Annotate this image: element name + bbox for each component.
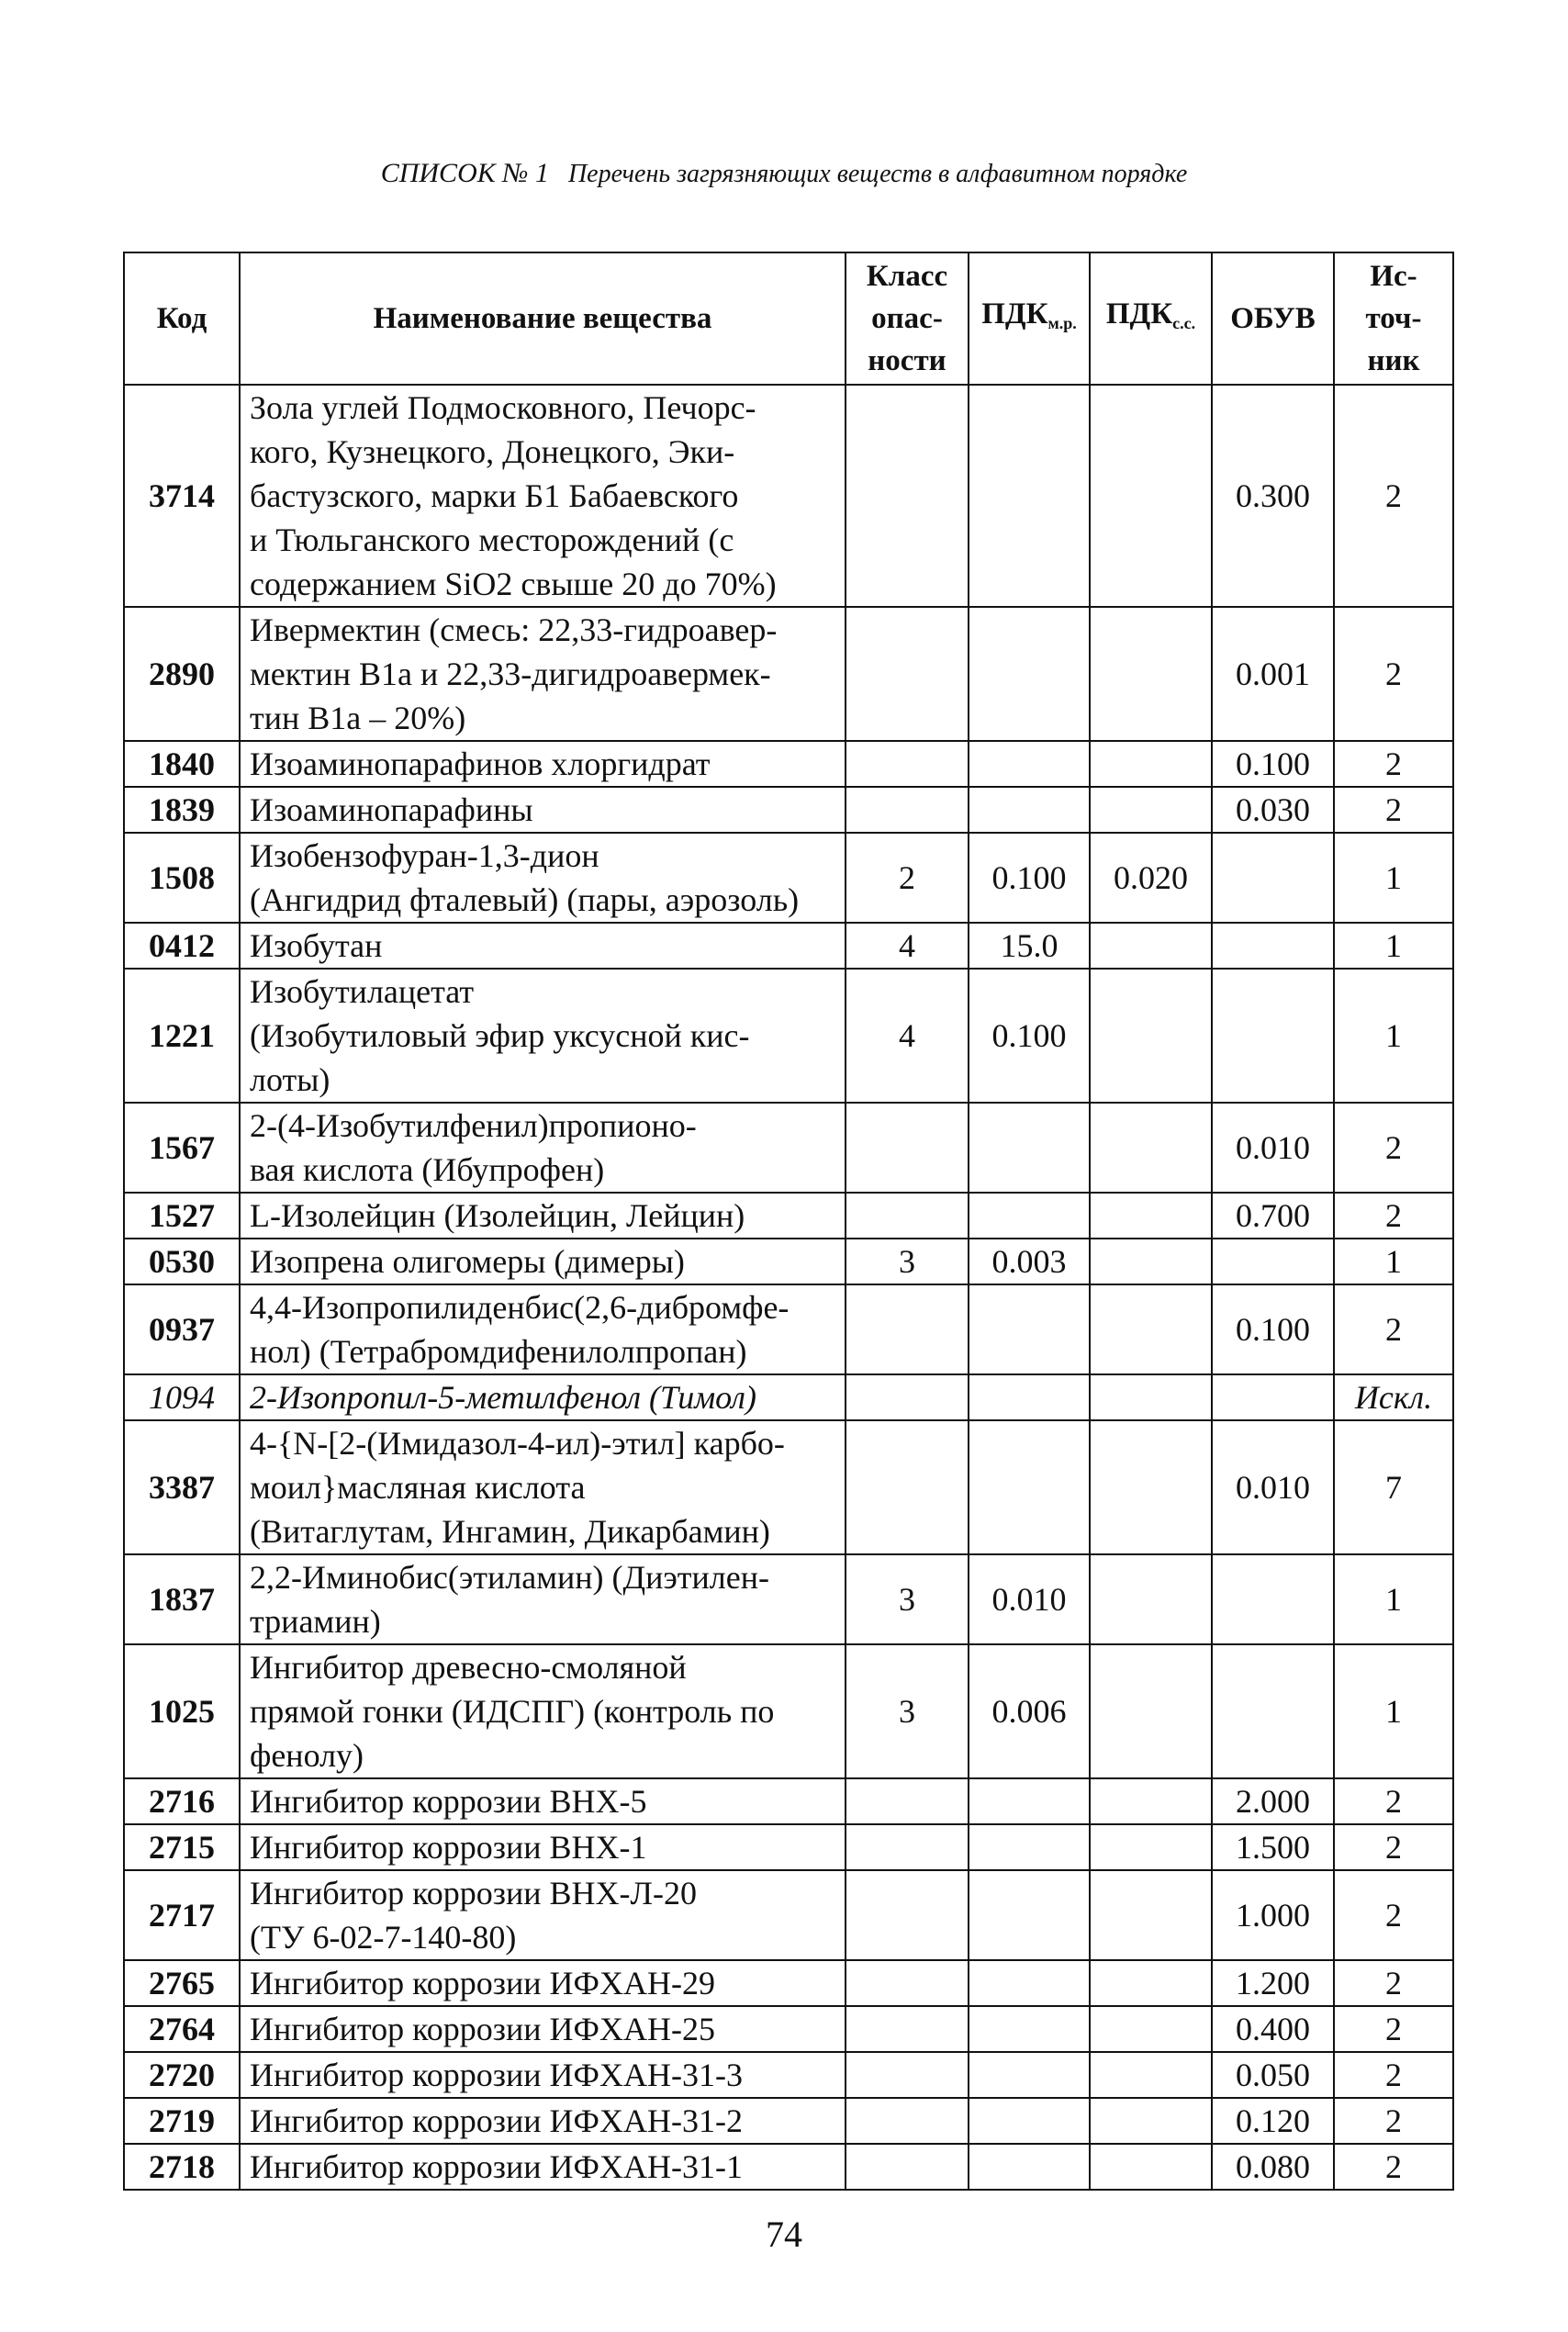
cell-pdk-ss [1090, 607, 1212, 741]
table-row [124, 1103, 1453, 1193]
cell-name-line: Ингибитор коррозии ИФХАН-31-3 [250, 2057, 743, 2093]
cell-name-line: Ингибитор коррозии ВНХ-Л-20 [250, 1875, 697, 1912]
cell-class [846, 1103, 969, 1193]
list-title: Перечень загрязняющих веществ в алфавитном порядке [567, 160, 1188, 188]
cell-name [240, 1284, 846, 1374]
cell-class: 4 [846, 969, 969, 1103]
page-number: 74 [766, 2214, 802, 2255]
cell-name [240, 741, 846, 787]
cell-name-line: моил}масляная кислота [250, 1469, 586, 1506]
table-row [124, 969, 1453, 1103]
cell-code: 2765 [124, 1960, 240, 2006]
cell-name-line: 2-Изопропил-5-метилфенол (Тимол) [250, 1379, 756, 1416]
cell-class [846, 1960, 969, 2006]
cell-obuv: 1.000 [1212, 1870, 1334, 1960]
cell-obuv: 0.010 [1212, 1420, 1334, 1554]
cell-source: 1 [1334, 923, 1453, 969]
cell-source: 2 [1334, 385, 1453, 607]
cell-pdk-ss [1090, 2006, 1212, 2052]
cell-name-line: Ингибитор коррозии ВНХ-1 [250, 1829, 647, 1866]
table-header-row [124, 252, 1453, 385]
cell-source: 2 [1334, 1193, 1453, 1239]
cell-class: 3 [846, 1644, 969, 1778]
cell-name [240, 969, 846, 1103]
cell-name-line: 2-(4-Изобутилфенил)пропионо- [250, 1107, 697, 1144]
pdk-mr-subscript: м.р. [1047, 314, 1077, 332]
cell-pdk-ss [1090, 1870, 1212, 1960]
cell-name [240, 607, 846, 741]
cell-name [240, 833, 846, 923]
cell-name [240, 1103, 846, 1193]
cell-class [846, 1193, 969, 1239]
cell-code: 2890 [124, 607, 240, 741]
table-row [124, 1193, 1453, 1239]
cell-pdk-ss [1090, 1554, 1212, 1644]
cell-pdk-ss: 0.020 [1090, 833, 1212, 923]
cell-name [240, 787, 846, 833]
cell-code: 1837 [124, 1554, 240, 1644]
cell-name-line: 2,2-Иминобис(этиламин) (Диэтилен- [250, 1559, 769, 1596]
cell-name-line: вая кислота (Ибупрофен) [250, 1151, 605, 1188]
cell-pdk-mr [969, 1193, 1090, 1239]
col-header-pdk-ss [1090, 252, 1212, 385]
cell-source: Искл. [1334, 1374, 1453, 1420]
cell-pdk-ss [1090, 1644, 1212, 1778]
cell-class [846, 1870, 969, 1960]
table-row [124, 1420, 1453, 1554]
cell-obuv: 0.100 [1212, 741, 1334, 787]
cell-class: 2 [846, 833, 969, 923]
cell-obuv: 0.080 [1212, 2144, 1334, 2190]
table-row [124, 1778, 1453, 1824]
cell-code: 0530 [124, 1239, 240, 1284]
cell-name-line: Зола углей Подмосковного, Печорс- [250, 389, 756, 426]
cell-name-line: Ингибитор древесно-смоляной [250, 1649, 687, 1686]
cell-obuv [1212, 1644, 1334, 1778]
cell-source: 2 [1334, 741, 1453, 787]
cell-pdk-mr [969, 1420, 1090, 1554]
cell-pdk-mr [969, 1870, 1090, 1960]
col-header-code: Код [124, 252, 240, 385]
cell-name [240, 923, 846, 969]
cell-source: 2 [1334, 1103, 1453, 1193]
cell-code: 1221 [124, 969, 240, 1103]
cell-pdk-ss [1090, 1239, 1212, 1284]
cell-pdk-mr: 0.003 [969, 1239, 1090, 1284]
cell-source: 2 [1334, 1960, 1453, 2006]
cell-code: 0937 [124, 1284, 240, 1374]
table-row [124, 2052, 1453, 2098]
cell-name-line: Изобензофуран-1,3-дион [250, 837, 599, 874]
cell-pdk-ss [1090, 741, 1212, 787]
cell-obuv: 1.200 [1212, 1960, 1334, 2006]
cell-name [240, 1824, 846, 1870]
cell-name-line: 4,4-Изопропилиденбис(2,6-дибромфе- [250, 1289, 790, 1326]
cell-code: 2764 [124, 2006, 240, 2052]
cell-source: 2 [1334, 1824, 1453, 1870]
cell-name [240, 1960, 846, 2006]
cell-class [846, 741, 969, 787]
cell-pdk-mr [969, 2052, 1090, 2098]
cell-name-line: Ингибитор коррозии ИФХАН-29 [250, 1965, 715, 2001]
list-label: СПИСОК № 1 [380, 158, 549, 188]
cell-code: 1025 [124, 1644, 240, 1778]
cell-class [846, 2098, 969, 2144]
cell-pdk-ss [1090, 1960, 1212, 2006]
cell-pdk-ss [1090, 787, 1212, 833]
table-row [124, 741, 1453, 787]
page-header [0, 158, 1568, 189]
pdk-ss-subscript: с.с. [1172, 314, 1196, 332]
cell-pdk-mr [969, 1284, 1090, 1374]
cell-obuv [1212, 1239, 1334, 1284]
cell-class [846, 1824, 969, 1870]
cell-code: 1094 [124, 1374, 240, 1420]
table-row [124, 833, 1453, 923]
cell-name-line: нол) (Тетрабромдифенилолпропан) [250, 1333, 747, 1370]
table-row [124, 1284, 1453, 1374]
cell-pdk-mr [969, 1103, 1090, 1193]
cell-obuv: 0.010 [1212, 1103, 1334, 1193]
cell-obuv: 0.100 [1212, 1284, 1334, 1374]
cell-code: 2720 [124, 2052, 240, 2098]
cell-class [846, 385, 969, 607]
col-header-source-line: точ- [1365, 302, 1422, 335]
cell-pdk-ss [1090, 1103, 1212, 1193]
table-row [124, 2098, 1453, 2144]
cell-name-line: кого, Кузнецкого, Донецкого, Эки- [250, 433, 735, 470]
cell-class [846, 2006, 969, 2052]
table-row [124, 1870, 1453, 1960]
cell-name [240, 2098, 846, 2144]
cell-pdk-mr: 0.100 [969, 969, 1090, 1103]
table-row [124, 1644, 1453, 1778]
cell-name [240, 2006, 846, 2052]
cell-name [240, 1239, 846, 1284]
cell-name-line: Изоаминопарафинов хлоргидрат [250, 746, 711, 782]
cell-name-line: мектин B1a и 22,33-дигидроавермек- [250, 656, 771, 692]
cell-source: 2 [1334, 1870, 1453, 1960]
pdk-mr-label: ПДК [981, 297, 1048, 331]
cell-pdk-mr [969, 2144, 1090, 2190]
cell-name-line: (Ангидрид фталевый) (пары, аэрозоль) [250, 881, 800, 918]
cell-name [240, 1870, 846, 1960]
table-row [124, 385, 1453, 607]
cell-source: 7 [1334, 1420, 1453, 1554]
cell-pdk-mr [969, 741, 1090, 787]
cell-pdk-mr: 0.010 [969, 1554, 1090, 1644]
cell-source: 1 [1334, 833, 1453, 923]
cell-name-line: бастузского, марки Б1 Бабаевского [250, 477, 739, 514]
cell-code: 0412 [124, 923, 240, 969]
cell-obuv: 0.700 [1212, 1193, 1334, 1239]
cell-name-line: лоты) [250, 1061, 330, 1098]
cell-pdk-mr: 0.100 [969, 833, 1090, 923]
cell-obuv: 0.400 [1212, 2006, 1334, 2052]
cell-pdk-mr [969, 787, 1090, 833]
cell-pdk-ss [1090, 2098, 1212, 2144]
col-header-class [846, 252, 969, 385]
cell-pdk-mr [969, 2006, 1090, 2052]
cell-name [240, 1420, 846, 1554]
cell-code: 1839 [124, 787, 240, 833]
col-header-class-line: Класс [866, 260, 948, 293]
cell-code: 1567 [124, 1103, 240, 1193]
cell-obuv [1212, 1374, 1334, 1420]
cell-name [240, 1554, 846, 1644]
table-row [124, 1239, 1453, 1284]
cell-pdk-ss [1090, 1193, 1212, 1239]
cell-name [240, 1778, 846, 1824]
substances-table [123, 252, 1454, 2191]
cell-name-line: и Тюльганского месторождений (с [250, 521, 734, 558]
cell-source: 1 [1334, 1644, 1453, 1778]
cell-pdk-mr [969, 2098, 1090, 2144]
cell-name-line: (Изобутиловый эфир уксусной кис- [250, 1017, 750, 1054]
col-header-obuv: ОБУВ [1212, 252, 1334, 385]
cell-name-line: прямой гонки (ИДСПГ) (контроль по [250, 1693, 775, 1730]
cell-obuv: 0.300 [1212, 385, 1334, 607]
table-row [124, 1960, 1453, 2006]
cell-obuv [1212, 923, 1334, 969]
cell-name-line: Ингибитор коррозии ИФХАН-25 [250, 2011, 715, 2047]
cell-name [240, 1374, 846, 1420]
cell-obuv [1212, 833, 1334, 923]
cell-name-line: (Витаглутам, Ингамин, Дикарбамин) [250, 1513, 770, 1550]
cell-pdk-ss [1090, 1778, 1212, 1824]
cell-name-line: Изобутан [250, 927, 383, 964]
cell-pdk-ss [1090, 1374, 1212, 1420]
cell-code: 2717 [124, 1870, 240, 1960]
cell-pdk-mr [969, 1374, 1090, 1420]
cell-class: 3 [846, 1239, 969, 1284]
cell-name-line: Ивермектин (смесь: 22,33-гидроавер- [250, 611, 778, 648]
cell-pdk-mr: 15.0 [969, 923, 1090, 969]
cell-name-line: триамин) [250, 1603, 381, 1640]
pdk-ss-label: ПДК [1105, 297, 1173, 331]
table-row [124, 2006, 1453, 2052]
cell-name-line: Ингибитор коррозии ИФХАН-31-1 [250, 2148, 743, 2185]
cell-pdk-ss [1090, 385, 1212, 607]
table-row [124, 607, 1453, 741]
cell-obuv [1212, 1554, 1334, 1644]
cell-code: 1508 [124, 833, 240, 923]
table-row [124, 1374, 1453, 1420]
col-header-source [1334, 252, 1453, 385]
cell-source: 2 [1334, 607, 1453, 741]
cell-source: 2 [1334, 2006, 1453, 2052]
cell-name [240, 2144, 846, 2190]
cell-name [240, 385, 846, 607]
cell-name [240, 1644, 846, 1778]
cell-name-line: (ТУ 6-02-7-140-80) [250, 1919, 517, 1956]
col-header-source-line: Ис- [1370, 260, 1417, 293]
cell-obuv: 1.500 [1212, 1824, 1334, 1870]
cell-pdk-mr: 0.006 [969, 1644, 1090, 1778]
col-header-name: Наименование вещества [240, 252, 846, 385]
cell-source: 2 [1334, 1778, 1453, 1824]
cell-name-line: содержанием SiO2 свыше 20 до 70%) [250, 566, 777, 602]
cell-code: 1527 [124, 1193, 240, 1239]
cell-source: 2 [1334, 2052, 1453, 2098]
cell-name-line: Ингибитор коррозии ИФХАН-31-2 [250, 2102, 743, 2139]
cell-class [846, 607, 969, 741]
cell-class [846, 1374, 969, 1420]
cell-class [846, 1284, 969, 1374]
table-row [124, 1554, 1453, 1644]
cell-code: 2715 [124, 1824, 240, 1870]
cell-class: 4 [846, 923, 969, 969]
cell-pdk-mr [969, 1824, 1090, 1870]
table-row [124, 2144, 1453, 2190]
cell-name-line: тин B1a – 20%) [250, 700, 466, 736]
cell-source: 2 [1334, 2144, 1453, 2190]
cell-obuv [1212, 969, 1334, 1103]
cell-pdk-mr [969, 385, 1090, 607]
cell-pdk-ss [1090, 2144, 1212, 2190]
cell-pdk-mr [969, 1778, 1090, 1824]
cell-name-line: Ингибитор коррозии ВНХ-5 [250, 1783, 647, 1820]
cell-name-line: фенолу) [250, 1737, 364, 1774]
cell-class [846, 2144, 969, 2190]
cell-name-line: Изопрена олигомеры (димеры) [250, 1243, 685, 1280]
cell-obuv: 0.001 [1212, 607, 1334, 741]
cell-code: 1840 [124, 741, 240, 787]
cell-code: 3387 [124, 1420, 240, 1554]
cell-source: 2 [1334, 2098, 1453, 2144]
cell-class: 3 [846, 1554, 969, 1644]
cell-class [846, 1420, 969, 1554]
cell-source: 1 [1334, 1239, 1453, 1284]
cell-pdk-ss [1090, 1824, 1212, 1870]
cell-obuv: 0.050 [1212, 2052, 1334, 2098]
cell-name [240, 1193, 846, 1239]
table-row [124, 787, 1453, 833]
cell-obuv: 2.000 [1212, 1778, 1334, 1824]
cell-pdk-ss [1090, 1284, 1212, 1374]
cell-class [846, 787, 969, 833]
cell-pdk-ss [1090, 1420, 1212, 1554]
cell-code: 2718 [124, 2144, 240, 2190]
cell-obuv: 0.030 [1212, 787, 1334, 833]
cell-source: 1 [1334, 969, 1453, 1103]
cell-pdk-ss [1090, 969, 1212, 1103]
cell-pdk-ss [1090, 923, 1212, 969]
cell-obuv: 0.120 [1212, 2098, 1334, 2144]
col-header-class-line: ности [868, 344, 946, 377]
cell-name-line: 4-{N-[2-(Имидазол-4-ил)-этил] карбо- [250, 1425, 785, 1462]
cell-source: 2 [1334, 787, 1453, 833]
cell-pdk-ss [1090, 2052, 1212, 2098]
cell-source: 2 [1334, 1284, 1453, 1374]
cell-class [846, 2052, 969, 2098]
col-header-source-line: ник [1367, 344, 1420, 377]
cell-name-line: L-Изолейцин (Изолейцин, Лейцин) [250, 1197, 745, 1234]
table-row [124, 1824, 1453, 1870]
table-row [124, 923, 1453, 969]
cell-class [846, 1778, 969, 1824]
cell-pdk-mr [969, 1960, 1090, 2006]
cell-pdk-mr [969, 607, 1090, 741]
cell-name-line: Изобутилацетат [250, 973, 475, 1010]
cell-code: 3714 [124, 385, 240, 607]
cell-name [240, 2052, 846, 2098]
cell-name-line: Изоаминопарафины [250, 791, 533, 828]
cell-code: 2719 [124, 2098, 240, 2144]
cell-code: 2716 [124, 1778, 240, 1824]
col-header-pdk-mr [969, 252, 1090, 385]
col-header-class-line: опас- [871, 302, 943, 335]
cell-source: 1 [1334, 1554, 1453, 1644]
